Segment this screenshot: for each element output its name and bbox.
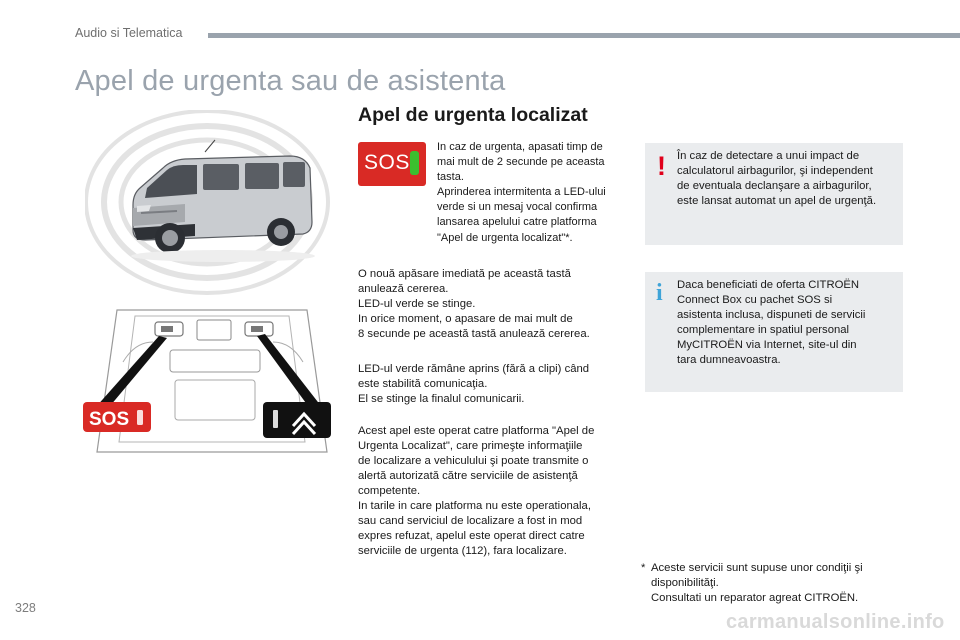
intro-line: tasta. (437, 171, 464, 184)
svg-text:SOS: SOS (89, 409, 130, 430)
warning-line: calculatorul airbagurilor, şi independent (677, 165, 873, 177)
info-line: complementare in spatiul personal (677, 324, 850, 336)
sos-led-icon (410, 151, 419, 175)
platform-paragraph (358, 424, 594, 559)
cancel-line: anulează cererea. (358, 283, 449, 295)
info-line: Connect Box cu pachet SOS si (677, 294, 833, 306)
led-paragraph (358, 362, 589, 407)
cancel-paragraph (358, 267, 590, 342)
warning-note (645, 143, 903, 245)
intro-line: lansarea apelului catre platforma (437, 216, 597, 229)
console-illustration (75, 302, 345, 467)
warning-line: este lansat automat un apel de urgenţă. (677, 195, 877, 207)
section-label: Audio si Telematica (75, 26, 183, 40)
intro-paragraph (437, 140, 606, 246)
info-line: tara dumneavoastra. (677, 354, 781, 366)
info-line: MyCITROËN via Internet, site-ul din (677, 339, 857, 351)
warning-line: În caz de detectare a unui impact de (677, 150, 860, 162)
led-line: LED-ul verde rămâne aprins (fără a clipi) când (358, 363, 590, 375)
platform-line: expres refuzat, apelul este operat direct catre (358, 530, 585, 542)
platform-line: alertă autorizată către serviciile de asistenţă (358, 470, 578, 482)
intro-line: Aprinderea intermitenta a LED-ului (437, 186, 606, 199)
info-line: asistenta inclusa, dispuneti de servicii (677, 309, 866, 321)
footnote-marker: * (641, 562, 646, 574)
van-illustration (85, 110, 330, 295)
footnote-line: Consultati un reparator agreat CITROËN. (651, 592, 859, 604)
intro-line: verde si un mesaj vocal confirma (437, 201, 598, 214)
page-title: Apel de urgenta sau de asistenta (75, 65, 506, 97)
info-icon: i (656, 280, 663, 306)
info-text (677, 278, 865, 368)
header-rule (208, 33, 960, 38)
footnote-line: disponibilităţi. (651, 577, 719, 589)
platform-line: sau cand serviciul de localizare a fost in mod (358, 515, 583, 527)
platform-line: Acest apel este operat catre platforma "Apel de (358, 425, 595, 437)
intro-line: "Apel de urgenta localizat"*. (437, 231, 573, 244)
platform-line: de localizare a vehiculului şi poate transmite o (358, 455, 589, 467)
warning-text (677, 149, 876, 209)
intro-line: In caz de urgenta, apasati timp de (437, 141, 603, 153)
cancel-line: O nouă apăsare imediată pe această tastă (358, 268, 571, 280)
info-line: Daca beneficiati de oferta CITROËN (677, 279, 860, 291)
platform-line: In tarile in care platforma nu este operationala, (358, 500, 591, 512)
exclamation-icon: ! (657, 151, 666, 181)
sos-key-icon (358, 142, 426, 186)
footnote-line: Aceste servicii sunt supuse unor condiţii şi (651, 562, 863, 574)
cancel-line: 8 secunde pe această tastă anulează cererea. (358, 328, 590, 340)
platform-line: Urgenta Localizat", care primeşte informaţiile (358, 440, 583, 452)
platform-line: competente. (358, 485, 421, 497)
section-title: Apel de urgenta localizat (358, 104, 588, 126)
platform-line: serviciile de urgenta (112), fara localizare. (358, 545, 567, 557)
watermark: carmanualsonline.info (726, 611, 945, 633)
cancel-line: LED-ul verde se stinge. (358, 298, 476, 310)
led-line: El se stinge la finalul comunicarii. (358, 393, 525, 405)
sos-key-label: SOS (364, 151, 410, 174)
led-line: este stabilită comunicaţia. (358, 378, 488, 390)
page-number: 328 (15, 601, 36, 615)
cancel-line: In orice moment, o apasare de mai mult de (358, 313, 573, 325)
warning-line: de eventuala declanşare a airbagurilor, (677, 180, 872, 192)
info-note (645, 272, 903, 392)
intro-line: mai mult de 2 secunde pe aceasta (437, 156, 605, 169)
